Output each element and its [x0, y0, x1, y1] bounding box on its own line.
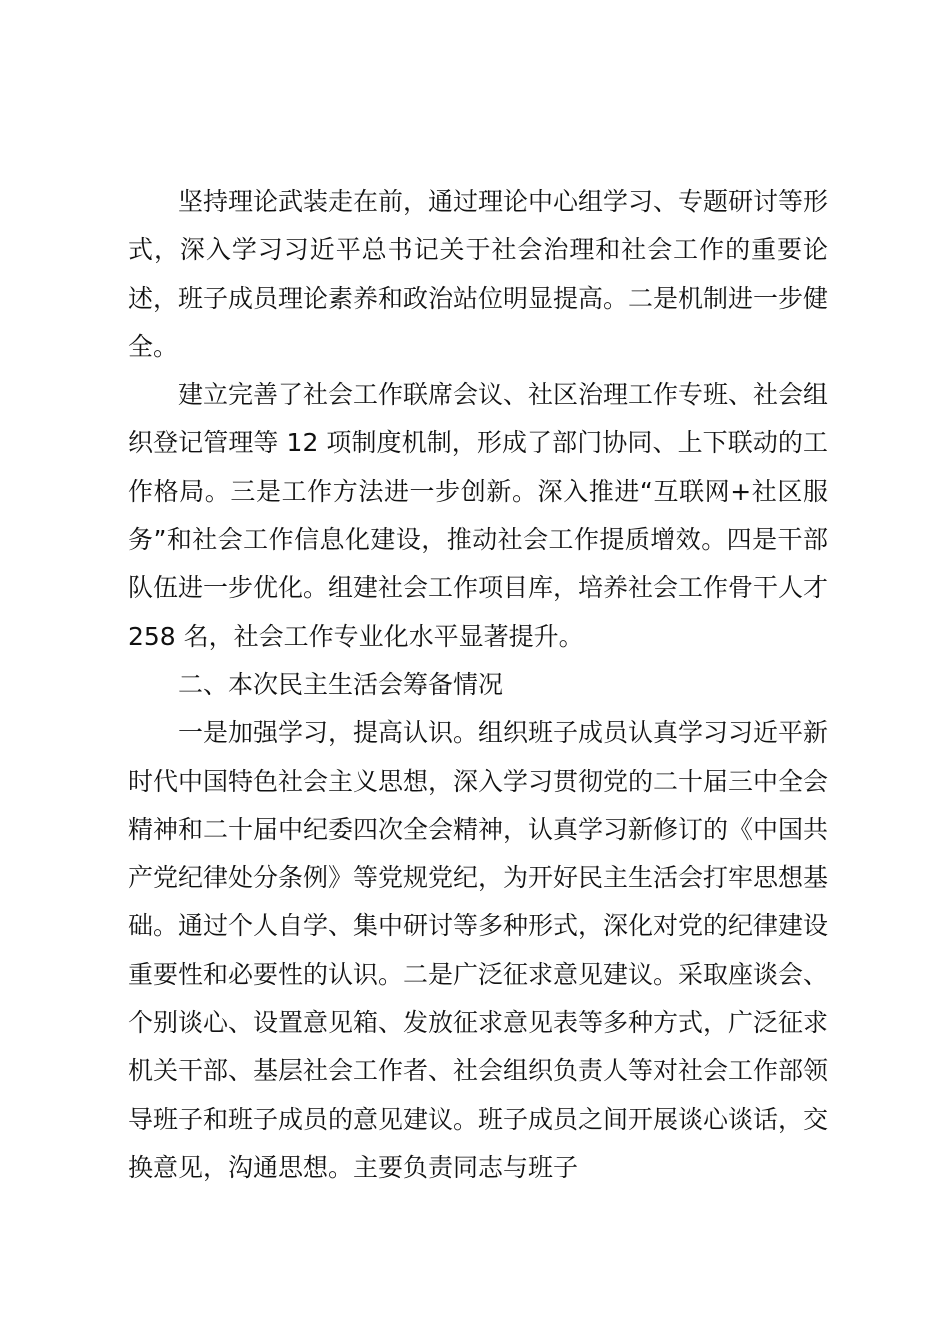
- paragraph-theory-study: 坚持理论武装走在前，通过理论中心组学习、专题研讨等形式，深入学习习近平总书记关于社会治理和社会工作的重要论述，班子成员理论素养和政治站位明显提高。二是机制进一步健全。: [128, 187, 829, 361]
- section-heading-preparation: 二、本次民主生活会筹备情况: [178, 669, 504, 699]
- document-body: [128, 178, 828, 1192]
- paragraph-preparation: 一是加强学习，提高认识。组织班子成员认真学习习近平新时代中国特色社会主义思想，深入学习贯彻党的二十届三中全会精神和二十届中纪委四次全会精神，认真学习新修订的《中国共产党纪律处分条例》等党规党纪，为开好民主生活会打牢思想基础。通过个人自学、集中研讨等多种形式，深化对党的纪律建设重要性和必要性的认识。二是广泛征求意见建议。采取座谈会、个别谈心、设置意见箱、发放征求意见表等多种方式，广泛征求机关干部、基层社会工作者、社会组织负责人等对社会工作部领导班子和班子成员的意见建议。班子成员之间开展谈心谈话，交换意见，沟通思想。主要负责同志与班子: [128, 718, 829, 1182]
- paragraph-mechanism: 建立完善了社会工作联席会议、社区治理工作专班、社会组织登记管理等 12 项制度机制，形成了部门协同、上下联动的工作格局。三是工作方法进一步创新。深入推进“互联网+社区服务”和社会工作信息化建设，推动社会工作提质增效。四是干部队伍进一步优化。组建社会工作项目库，培养社会工作骨干人才 258 名，社会工作专业化水平显著提升。: [128, 380, 829, 651]
